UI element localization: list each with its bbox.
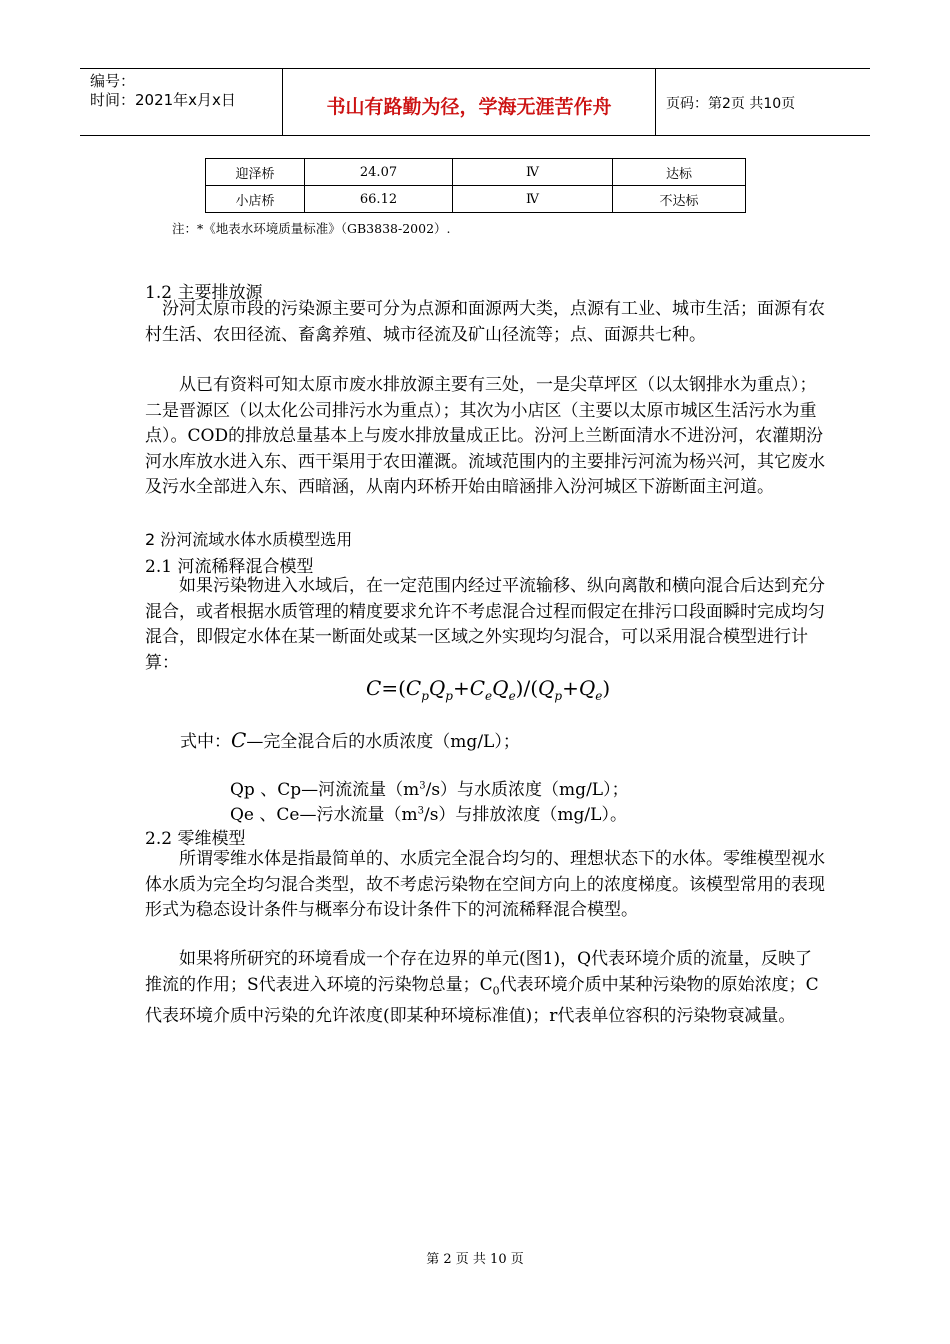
table-row: [206, 159, 746, 186]
paragraph-zero-dim-model: 所谓零维水体是指最简单的、水质完全混合均匀的、理想状态下的水体。零维模型视水体水质为完全均匀混合类型，故不考虑污染物在空间方向上的浓度梯度。该模型常用的表现形式为稳态设计条件与概率分布设计条件下的河流稀释混合模型。: [145, 849, 825, 921]
table-row: [206, 186, 746, 213]
table-cell-value: 66.12: [305, 186, 453, 213]
boundary-text-b: 代表环境介质中某种污染物的原始浓度；C代表环境介质中污染的允许浓度(即某种环境标准值)；r代表单位容积的污染物衰减量。: [145, 974, 819, 1026]
where-var: C: [231, 728, 247, 752]
section-title-2: 2 汾河流域水体水质模型选用: [145, 530, 353, 549]
water-quality-table: [205, 158, 746, 213]
definition-qe-ce: [230, 800, 627, 825]
paragraph-boundary-unit: [145, 947, 825, 1029]
formula-qe2-sub: e: [595, 689, 603, 703]
paragraph-pollution-sources: 汾河太原市段的污染源主要可分为点源和面源两大类，点源有工业、城市生活；面源有农村生活、农田径流、畜禽养殖、城市径流及矿山径流等；点、面源共七种。: [145, 299, 825, 345]
table-cell-class: Ⅳ: [453, 186, 613, 213]
section-title-2-1: 2.1 河流稀释混合模型: [145, 557, 314, 577]
formula-qp: Q: [428, 676, 446, 700]
table-cell-class: Ⅳ: [453, 159, 613, 186]
table-cell-value: 24.07: [305, 159, 453, 186]
def-qe-rest: /s）与排放浓度（mg/L）。: [423, 805, 627, 825]
formula-qe-sub: e: [508, 689, 516, 703]
formula-end: ): [602, 676, 611, 700]
def-qp-rest: /s）与水质浓度（mg/L）；: [425, 780, 629, 800]
table-cell-status: 达标: [613, 159, 746, 186]
def-qe-text: Qe 、Ce—污水流量（m: [230, 805, 418, 825]
formula-lhs: C: [366, 676, 382, 700]
paragraph-mixing-model: 如果污染物进入水域后，在一定范围内经过平流输移、纵向离散和横向混合后达到充分混合，或者根据水质管理的精度要求允许不考虑混合过程而假定在排污口段面瞬时完成均匀混合，即假定水体在某一断面处或某一区域之外实现均匀混合，可以采用混合模型进行计算：: [145, 576, 825, 673]
boundary-sub: 0: [492, 983, 500, 997]
header-motto: 书山有路勤为径，学海无涯苦作舟: [326, 96, 612, 118]
where-prefix: 式中：: [180, 732, 231, 752]
formula-qp2: Q: [538, 676, 555, 700]
formula-mid: )/(: [515, 676, 539, 700]
formula-plus2: +: [562, 676, 579, 700]
header-bottom-rule: [80, 135, 870, 136]
table-cell-station: 迎泽桥: [206, 159, 305, 186]
formula-ce: C: [469, 676, 486, 700]
section-title-2-2: 2.2 零维模型: [145, 829, 246, 849]
formula-plus: +: [452, 676, 470, 700]
formula-eq: =(: [381, 676, 406, 700]
def-qp-sup: 3: [419, 780, 426, 792]
page-footer: 第 2 页 共 10 页: [426, 1252, 524, 1267]
header-time-label: 时间：2021年x月x日: [90, 91, 236, 109]
where-desc: —完全混合后的水质浓度（mg/L）；: [246, 732, 520, 752]
formula-qe: Q: [492, 676, 509, 700]
formula-cp-sub: p: [421, 689, 429, 703]
header-divider-left: [282, 68, 283, 135]
header-code-label: 编号：: [90, 72, 136, 90]
header-page-info: 页码：第2页 共10页: [666, 96, 796, 112]
formula-where-line: [180, 727, 520, 752]
formula-ce-sub: e: [485, 689, 493, 703]
definition-qp-cp: [230, 775, 629, 800]
formula-qe2: Q: [578, 676, 596, 700]
formula-cp: C: [405, 676, 422, 700]
def-qp-text: Qp 、Cp—河流流量（m: [230, 780, 420, 800]
formula-qp-sub: p: [445, 689, 453, 703]
section-title-1-2: 1.2 主要排放源: [145, 283, 263, 303]
header-divider-right: [655, 68, 656, 135]
table-cell-status: 不达标: [613, 186, 746, 213]
table-note: 注：*《地表水环境质量标准》（GB3838-2002）.: [172, 221, 451, 236]
paragraph-discharge-sources: 从已有资料可知太原市废水排放源主要有三处，一是尖草坪区（以太钢排水为重点）；二是晋源区（以太化公司排污水为重点）；其次为小店区（主要以太原市城区生活污水为重点）。COD的排放总量基本上与废水排放量成正比。汾河上兰断面清水不进汾河，农灌期汾河水库放水进入东、西干渠用于农田灌溉。流域范围内的主要排污河流为杨兴河，其它废水及污水全部进入东、西暗涵，从南内环桥开始由暗涵排入汾河城区下游断面主河道。: [145, 375, 825, 498]
mixing-formula: [366, 676, 610, 703]
boundary-text-a: 如果将所研究的环境看成一个存在边界的单元(图1)，Q代表环境介质的流量，反映了推流的作用；S代表进入环境的污染物总量；C: [145, 949, 813, 995]
def-qe-sup: 3: [417, 805, 424, 817]
formula-qp2-sub: p: [554, 689, 563, 703]
header-top-rule: [80, 68, 870, 69]
table-cell-station: 小店桥: [206, 186, 305, 213]
